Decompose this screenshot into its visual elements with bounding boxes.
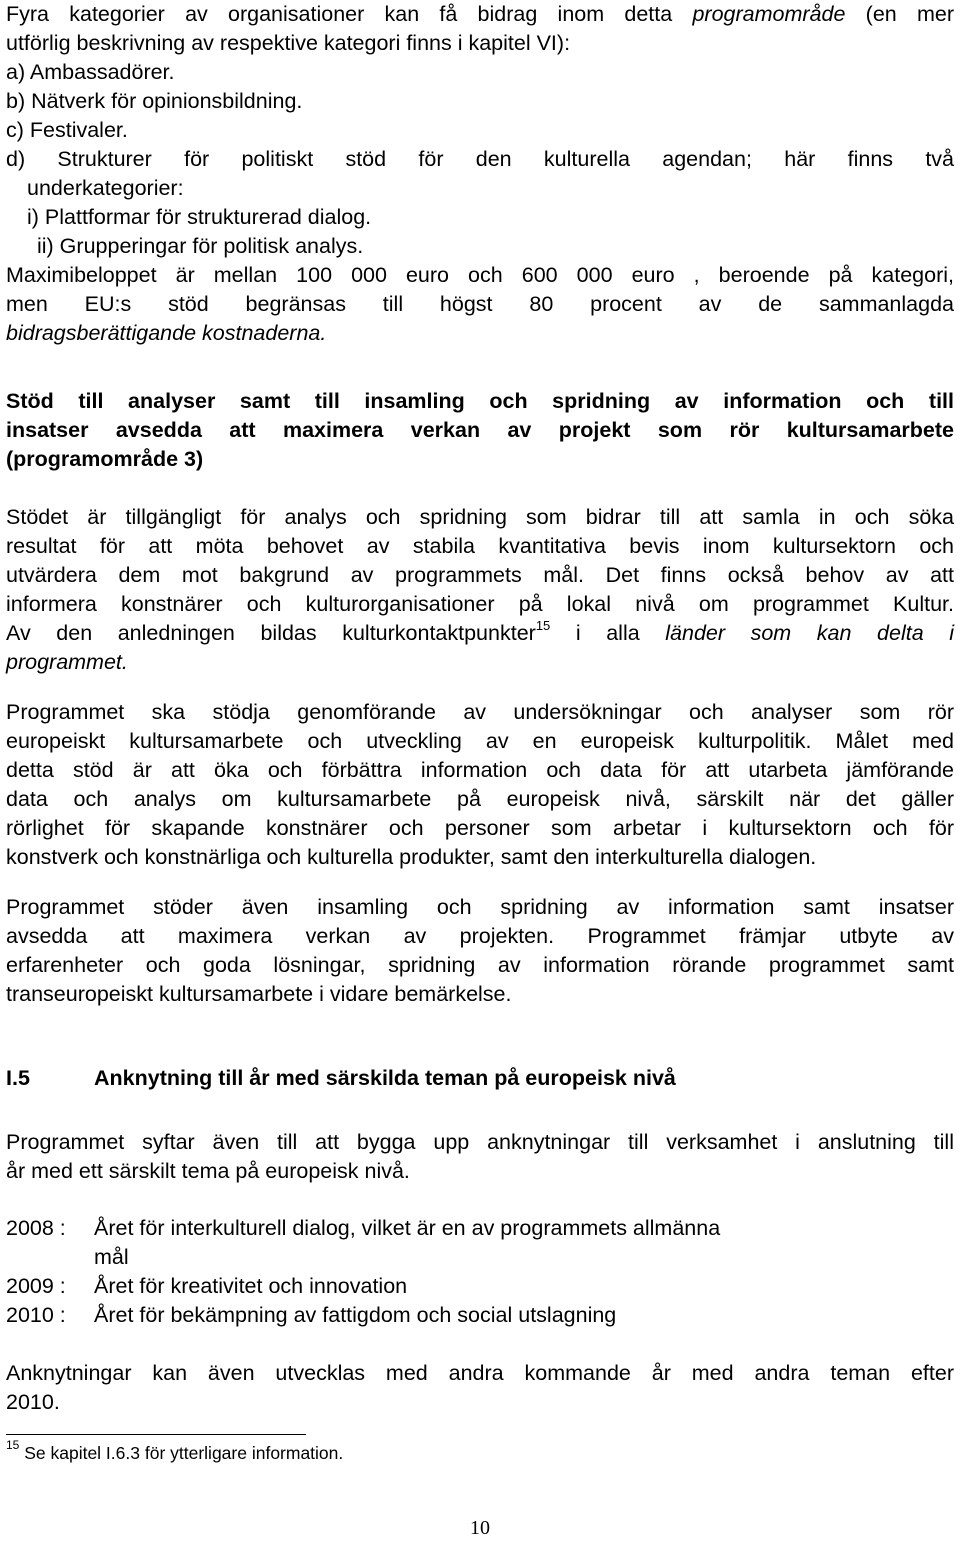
bold-heading-line-2: insatser avsedda att maximera verkan av projekt som rör kultursamarbete [6,418,954,442]
list-item-d-continuation: underkategorier: [27,176,184,200]
paragraph-line: resultat för att möta behovet av stabila kvantitativa bevis inom kultursektorn och [6,534,954,558]
year-label: 2008 : [6,1216,66,1240]
year-description: Året för kreativitet och innovation [94,1274,408,1298]
section-heading [6,1064,954,1093]
paragraph-line: transeuropeiskt kultursamarbete i vidare bemärkelse. [6,982,512,1006]
max-amount-line-3: bidragsberättigande kostnaderna. [6,321,327,345]
paragraph-5 [6,1359,954,1417]
section-number: I.5 [6,1066,30,1090]
max-amount-line-1: Maximibeloppet är mellan 100 000 euro och 600 000 euro , beroende på kategori, [6,263,954,287]
paragraph-line: detta stöd är att öka och förbättra information och data för att utarbeta jämförande [6,758,954,782]
paragraph-text: i alla [550,621,666,645]
list-item-c: c) Festivaler. [6,118,128,142]
year-item-2010 [6,1301,954,1330]
year-label: 2010 : [6,1303,66,1327]
intro-italic: programområde [692,2,846,26]
intro-block [6,0,954,348]
intro-text: Fyra kategorier av organisationer kan få bidrag inom detta [6,2,693,26]
max-amount-line-2: men EU:s stöd begränsas till högst 80 procent av de sammanlagda [6,292,954,316]
intro-line-2: utförlig beskrivning av respektive kategori finns i kapitel VI): [6,31,571,55]
footnote [6,1438,344,1464]
paragraph-3 [6,893,954,1009]
intro-text-end: (en mer [845,2,954,26]
paragraph-line: Programmet ska stödja genomförande av undersökningar och analyser som rör [6,700,954,724]
paragraph-line: Anknytningar kan även utvecklas med andra kommande år med andra teman efter [6,1361,954,1385]
year-description-line: Året för interkulturell dialog, vilket är en av programmets allmänna [94,1216,721,1240]
paragraph-1 [6,503,954,677]
paragraph-line: Stödet är tillgängligt för analys och spridning som bidrar till att samla in och söka [6,505,954,529]
footnote-separator [6,1434,306,1435]
page-number: 10 [470,1517,490,1539]
paragraph-line: Programmet syftar även till att bygga upp anknytningar till verksamhet i anslutning till [6,1130,954,1154]
intro-line-1 [6,0,954,29]
year-label: 2009 : [6,1274,66,1298]
paragraph-line: data och analys om kultursamarbete på europeisk nivå, särskilt när det gäller [6,787,954,811]
paragraph-line [6,619,954,648]
paragraph-text: Av den anledningen bildas kulturkontaktpunkter [6,621,536,645]
year-description-line: mål [94,1245,129,1269]
paragraph-line: informera konstnärer och kulturorganisationer på lokal nivå om programmet Kultur. [6,592,954,616]
list-item-d: d) Strukturer för politiskt stöd för den kulturella agendan; här finns två [6,147,954,171]
paragraph-line: rörlighet för skapande konstnärer och personer som arbetar i kultursektorn och för [6,816,954,840]
bold-heading-line-1: Stöd till analyser samt till insamling och spridning av information och till [6,389,954,413]
sub-item-ii: ii) Grupperingar för politisk analys. [37,234,364,258]
list-item-b: b) Nätverk för opinionsbildning. [6,89,303,113]
paragraph-line: programmet. [6,650,128,674]
year-description [94,1214,854,1272]
paragraph-2 [6,698,954,872]
footnote-number: 15 [6,1438,20,1453]
paragraph-italic: länder som kan delta i [665,621,955,645]
paragraph-line: 2010. [6,1390,60,1414]
footnote-reference[interactable]: 15 [535,617,551,633]
paragraph-line: år med ett särskilt tema på europeisk nivå. [6,1159,410,1183]
bold-heading [6,387,954,474]
year-item-2008 [6,1214,954,1272]
list-item-a: a) Ambassadörer. [6,60,175,84]
section-title: Anknytning till år med särskilda teman på europeisk nivå [94,1066,676,1090]
footnote-text: Se kapitel I.6.3 för ytterligare information. [19,1443,344,1463]
year-description: Året för bekämpning av fattigdom och social utslagning [94,1303,617,1327]
paragraph-line: avsedda att maximera verkan av projekten. Programmet främjar utbyte av [6,924,954,948]
paragraph-line: utvärdera dem mot bakgrund av programmets mål. Det finns också behov av att [6,563,954,587]
bold-heading-line-3: (programområde 3) [6,447,204,471]
paragraph-line: Programmet stöder även insamling och spridning av information samt insatser [6,895,954,919]
paragraph-line: erfarenheter och goda lösningar, spridning av information rörande programmet samt [6,953,954,977]
year-item-2009 [6,1272,954,1301]
sub-item-i: i) Plattformar för strukturerad dialog. [27,205,372,229]
paragraph-line: europeiskt kultursamarbete och utveckling av en europeisk kulturpolitik. Målet med [6,729,954,753]
paragraph-line: konstverk och konstnärliga och kulturella produkter, samt den interkulturella dialogen. [6,845,817,869]
paragraph-4 [6,1128,954,1186]
